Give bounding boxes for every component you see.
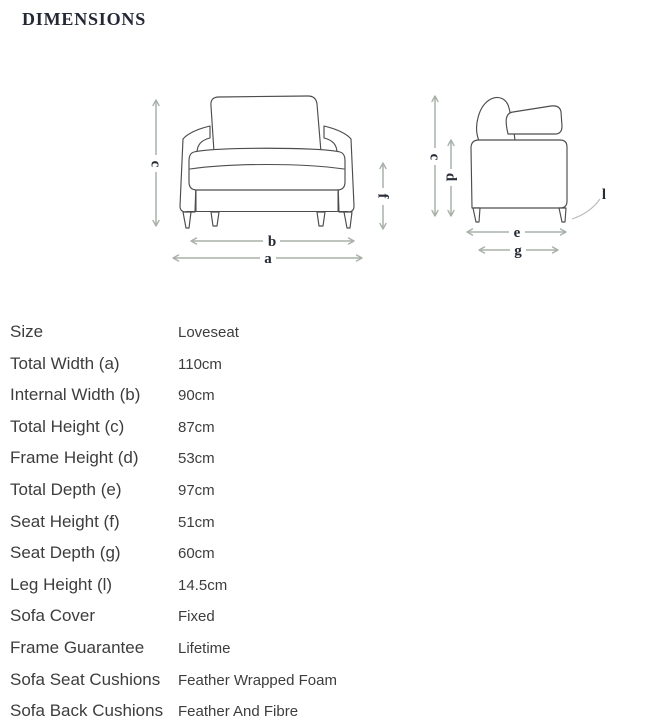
row-label: Size bbox=[10, 322, 44, 341]
row-label: Sofa Cover bbox=[10, 606, 96, 626]
row-value: 14.5cm bbox=[178, 576, 228, 594]
front-total-width-label: a bbox=[264, 251, 272, 267]
front-seat-height-label: f bbox=[374, 193, 391, 199]
row-label: Seat Height (f) bbox=[10, 511, 120, 531]
table-row bbox=[10, 442, 630, 474]
table-row bbox=[10, 569, 630, 601]
side-leg-height-label: l bbox=[601, 187, 607, 203]
row-value: 97cm bbox=[178, 481, 215, 499]
page-title: DIMENSIONS bbox=[22, 9, 147, 29]
table-row bbox=[10, 474, 630, 506]
row-label: Frame Height (d) bbox=[10, 448, 139, 468]
row-label: Sofa Seat Cushions bbox=[10, 669, 161, 689]
row-value: 53cm bbox=[178, 450, 215, 468]
row-label: Sofa Back Cushions bbox=[10, 701, 164, 720]
table-row bbox=[10, 664, 630, 696]
side-frame-height-label: d bbox=[442, 172, 459, 182]
row-label: Total Depth (e) bbox=[10, 479, 122, 499]
row-value: Feather And Fibre bbox=[178, 703, 299, 720]
side-total-depth-label: e bbox=[513, 225, 521, 241]
row-label: Seat Depth (g) bbox=[10, 543, 121, 563]
table-row bbox=[10, 411, 630, 443]
table-row bbox=[10, 537, 630, 569]
table-row bbox=[10, 695, 630, 720]
table-row bbox=[10, 316, 630, 348]
table-row bbox=[10, 506, 630, 538]
row-label: Leg Height (l) bbox=[10, 574, 113, 594]
row-value: Lifetime bbox=[178, 639, 231, 657]
row-value: Loveseat bbox=[178, 324, 239, 341]
sofa-dimensions-diagram bbox=[0, 0, 647, 285]
front-total-height-label: c bbox=[147, 160, 164, 168]
row-label: Frame Guarantee bbox=[10, 637, 145, 657]
sofa-side-view-drawing bbox=[471, 97, 600, 222]
table-row bbox=[10, 600, 630, 632]
row-value: 90cm bbox=[178, 387, 215, 405]
sofa-front-view-drawing bbox=[180, 96, 354, 228]
row-value: 60cm bbox=[178, 545, 215, 563]
row-label: Internal Width (b) bbox=[10, 385, 141, 405]
row-value: Feather Wrapped Foam bbox=[178, 671, 337, 689]
table-row bbox=[10, 379, 630, 411]
row-label: Total Width (a) bbox=[10, 353, 120, 373]
table-row bbox=[10, 348, 630, 380]
row-value: 51cm bbox=[178, 513, 215, 531]
side-seat-depth-label: g bbox=[514, 243, 522, 259]
spec-table bbox=[10, 316, 630, 720]
side-total-height-label: c bbox=[426, 153, 443, 161]
front-internal-width-label: b bbox=[267, 234, 277, 250]
row-value: 87cm bbox=[178, 418, 215, 436]
table-row bbox=[10, 632, 630, 664]
row-value: Fixed bbox=[178, 608, 215, 626]
row-value: 110cm bbox=[178, 355, 222, 373]
row-label: Total Height (c) bbox=[10, 416, 125, 436]
